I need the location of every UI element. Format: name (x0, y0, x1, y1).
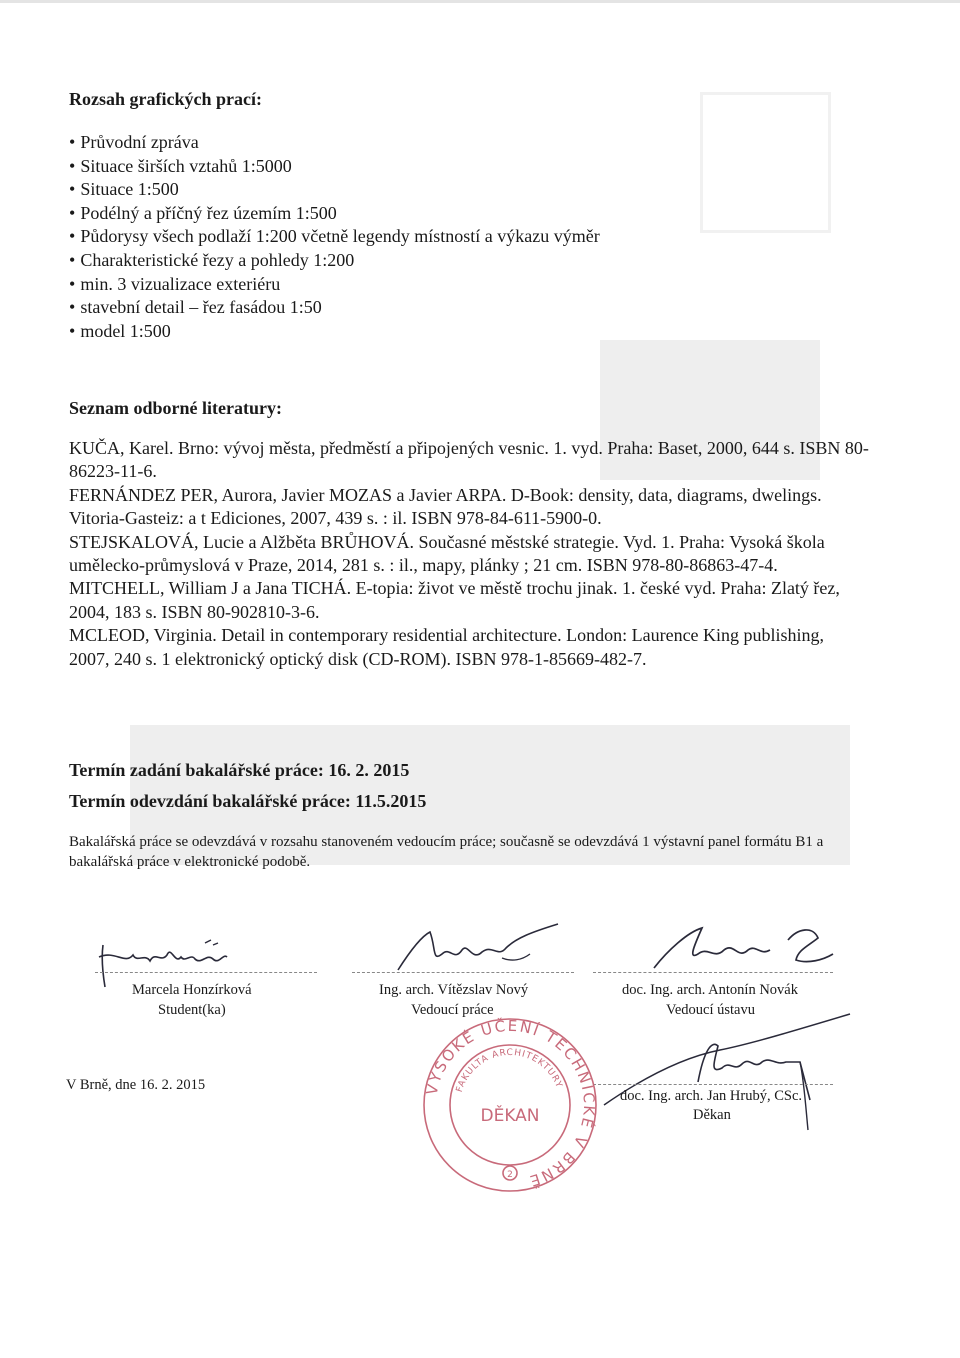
head-signature (648, 920, 838, 975)
svg-text:FAKULTA ARCHITEKTURY: FAKULTA ARCHITEKTURY (454, 1047, 564, 1094)
literature-entry: KUČA, Karel. Brno: vývoj města, předměstí a připojených vesnic. 1. vyd. Praha: Baset, 2000, 644 s. ISBN 80-86223-11-6. (69, 438, 869, 482)
literature-entry: STEJSKALOVÁ, Lucie a Alžběta BRŮHOVÁ. Současné městské strategie. Vyd. 1. Praha: Vysoká škola umělecko-průmyslová v Praze, 2014, 281 s. : il., mapy, plánky ; 21 cm. ISBN 978-80-86863-47-4. (69, 531, 825, 576)
svg-text:VYSOKÉ UČENÍ TECHNICKÉ V BRNĚ: VYSOKÉ UČENÍ TECHNICKÉ V BRNĚ (422, 1016, 599, 1191)
supervisor-name: Ing. arch. Vítězslav Nový (379, 982, 529, 998)
dean-name: doc. Ing. arch. Jan Hrubý, CSc. (620, 1088, 803, 1104)
supervisor-signature (392, 918, 562, 978)
svg-text:DĚKAN: DĚKAN (480, 1106, 540, 1126)
scan-edge (0, 0, 960, 3)
graphics-heading: Rozsah grafických prací: (69, 89, 262, 109)
student-role: Student(ka) (158, 1002, 226, 1018)
show-through-crest (700, 92, 831, 233)
svg-text:2: 2 (507, 1170, 513, 1180)
literature-entry: FERNÁNDEZ PER, Aurora, Javier MOZAS a Javier ARPA. D-Book: density, data, diagrams, dwelings. Vitoria-Gasteiz: a t Ediciones, 2007, 439 s. : il. ISBN 978-84-611-5900-0. (69, 484, 822, 529)
supervisor-role: Vedoucí práce (411, 1002, 494, 1018)
literature-list (69, 437, 869, 671)
faculty-stamp (420, 1015, 600, 1195)
graphics-list (69, 131, 600, 343)
literature-entry: MITCHELL, William J a Jana TICHÁ. E-topia: život ve městě trochu jinak. 1. české vyd. Praha: Zlatý řez, 2004, 183 s. ISBN 80-902810-3-6. (69, 578, 840, 622)
list-item: • Půdorysy všech podlaží 1:200 včetně legendy místností a výkazu výměr (69, 225, 600, 249)
list-item: • stavební detail – řez fasádou 1:50 (69, 296, 600, 320)
list-item: • model 1:500 (69, 320, 600, 344)
dean-role: Děkan (693, 1107, 731, 1123)
signature-line (95, 972, 317, 973)
literature-heading: Seznam odborné literatury: (69, 398, 282, 418)
assignment-date: Termín zadání bakalářské práce: 16. 2. 2015 (69, 760, 410, 780)
submission-note: Bakalářská práce se odevzdává v rozsahu stanoveném vedoucím práce; současně se odevzdává 1 výstavní panel formátu B1 a bakalářská práce v elektronické podobě. (69, 834, 824, 870)
list-item: • Průvodní zpráva (69, 131, 600, 155)
list-item: • Situace širších vztahů 1:5000 (69, 155, 600, 179)
list-item: • Charakteristické řezy a pohledy 1:200 (69, 249, 600, 273)
submission-date: Termín odevzdání bakalářské práce: 11.5.2015 (69, 791, 427, 811)
head-role: Vedoucí ústavu (666, 1002, 755, 1018)
list-item: • min. 3 vizualizace exteriéru (69, 273, 600, 297)
place-date: V Brně, dne 16. 2. 2015 (66, 1077, 206, 1093)
list-item: • Podélný a příčný řez územím 1:500 (69, 202, 600, 226)
head-name: doc. Ing. arch. Antonín Novák (622, 982, 798, 998)
signature-line (352, 972, 574, 973)
list-item: • Situace 1:500 (69, 178, 600, 202)
literature-entry: MCLEOD, Virginia. Detail in contemporary residential architecture. London: Laurence King publishing, 2007, 240 s. 1 elektronický optický disk (CD-ROM). ISBN 978-1-85669-482-7. (69, 625, 825, 669)
signature-line (593, 972, 833, 973)
student-name: Marcela Honzírková (132, 982, 252, 998)
signature-line (593, 1084, 833, 1085)
